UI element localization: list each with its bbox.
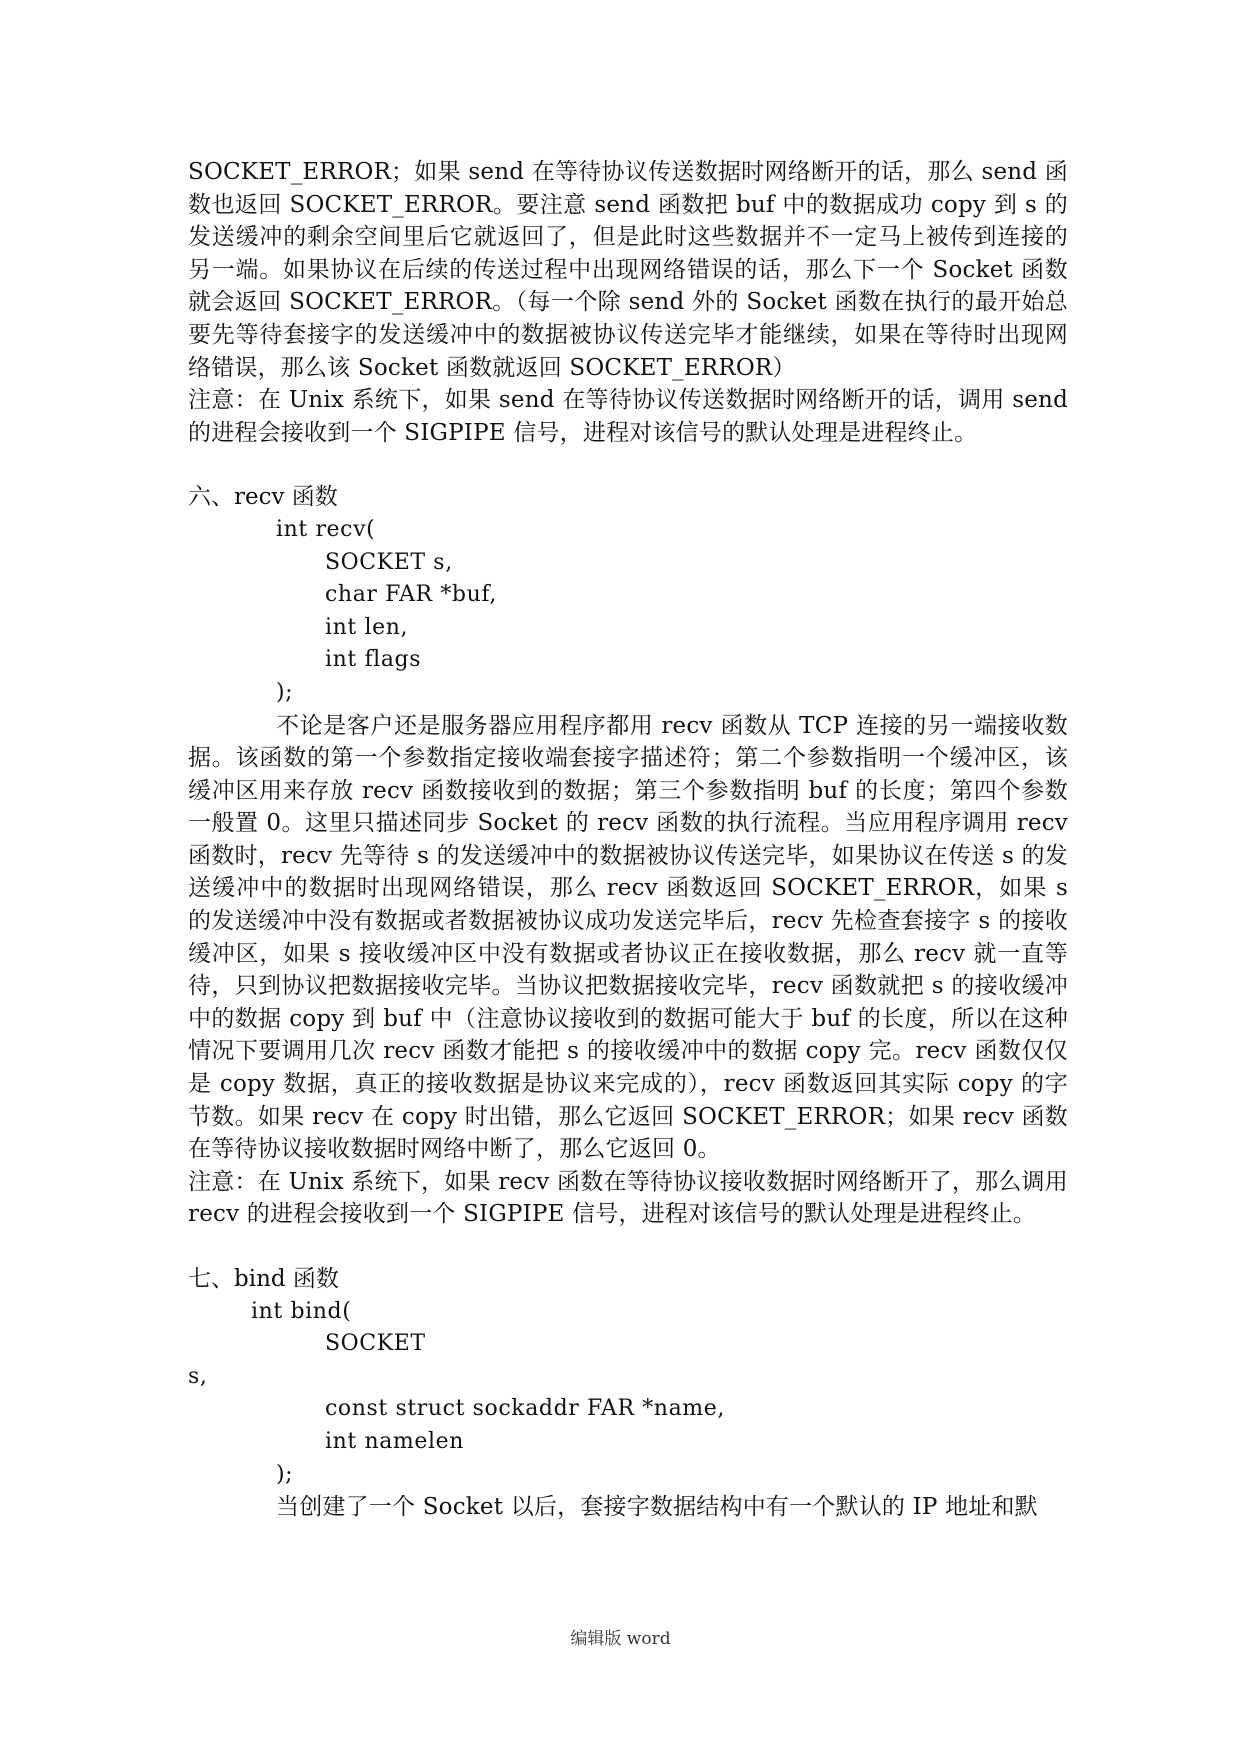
code-bind-param: int namelen — [325, 1428, 465, 1454]
paragraph-send-return: SOCKET_ERROR；如果 send 在等待协议传送数据时网络断开的话，那么 send 函数也返回 SOCKET_ERROR。要注意 send 函数把 buf 中的数据成功 copy 到 s 的发送缓冲的剩余空间里后它就返回了，但是此时这些数据并不一定马上被传到连接的另一端。如果协议在后续的传送过程中出现网络错误的话，那么下一个 Socket 函数就会返回 SOCKET_ERROR。（每一个除 send 外的 Socket 函数在执行的最开始总要先等待套接字的发送缓冲中的数据被协议传送完毕才能继续，如果在等待时出现网络错误，那么该 Socket 函数就返回 SOCKET_ERROR） — [188, 159, 1068, 381]
page-footer: 编辑版 word — [570, 1629, 671, 1649]
code-bind-param: const struct sockaddr FAR *name, — [325, 1396, 725, 1422]
section-heading-recv: 六、recv 函数 — [188, 484, 338, 511]
code-recv-close: ); — [276, 679, 294, 705]
code-recv-param: char FAR *buf, — [325, 582, 497, 608]
paragraph-recv-description: 不论是客户还是服务器应用程序都用 recv 函数从 TCP 连接的另一端接收数据。该函数的第一个参数指定接收端套接字描述符；第二个参数指明一个缓冲区，该缓冲区用来存放 recv 函数接收到的数据；第三个参数指明 buf 的长度；第四个参数一般置 0。这里只描述同步 Socket 的 recv 函数的执行流程。当应用程序调用 recv 函数时，recv 先等待 s 的发送缓冲中的数据被协议传送完毕，如果协议在传送 s 的发送缓冲中的数据时出现网络错误，那么 recv 函数返回 SOCKET_ERROR，如果 s 的发送缓冲中没有数据或者数据被协议成功发送完毕后，recv 先检查套接字 s 的接收缓冲区，如果 s 接收缓冲区中没有数据或者协议正在接收数据，那么 recv 就一直等待，只到协议把数据接收完毕。当协议把数据接收完毕，recv 函数就把 s 的接收缓冲中的数据 copy 到 buf 中（注意协议接收到的数据可能大于 buf 的长度，所以在这种情况下要调用几次 recv 函数才能把 s 的接收缓冲中的数据 copy 完。recv 函数仅仅是 copy 数据，真正的接收数据是协议来完成的），recv 函数返回其实际 copy 的字节数。如果 recv 在 copy 时出错，那么它返回 SOCKET_ERROR；如果 recv 函数在等待协议接收数据时网络中断了，那么它返回 0。 — [188, 712, 1068, 1163]
note-send-unix: 注意：在 Unix 系统下，如果 send 在等待协议传送数据时网络断开的话，调用 send 的进程会接收到一个 SIGPIPE 信号，进程对该信号的默认处理是进程终止。 — [188, 387, 1068, 446]
code-recv-param: int len, — [325, 614, 409, 640]
code-bind-open: int bind( — [251, 1298, 352, 1324]
code-recv-open: int recv( — [276, 516, 376, 542]
paragraph-bind-description: 当创建了一个 Socket 以后，套接字数据结构中有一个默认的 IP 地址和默 — [276, 1494, 1038, 1521]
spacer — [188, 1231, 1068, 1263]
section-heading-bind: 七、bind 函数 — [188, 1266, 339, 1292]
code-bind-param: SOCKET — [325, 1331, 426, 1357]
code-recv-param: SOCKET s, — [325, 549, 453, 575]
note-recv-unix: 注意：在 Unix 系统下，如果 recv 函数在等待协议接收数据时网络断开了，那么调用 recv 的进程会接收到一个 SIGPIPE 信号，进程对该信号的默认处理是进程终止。 — [188, 1168, 1068, 1228]
spacer — [188, 449, 1068, 481]
code-bind-param-tail: s, — [188, 1363, 208, 1389]
code-bind-close: ); — [276, 1461, 294, 1487]
document-page — [188, 156, 1068, 1524]
code-recv-param: int flags — [325, 647, 422, 673]
